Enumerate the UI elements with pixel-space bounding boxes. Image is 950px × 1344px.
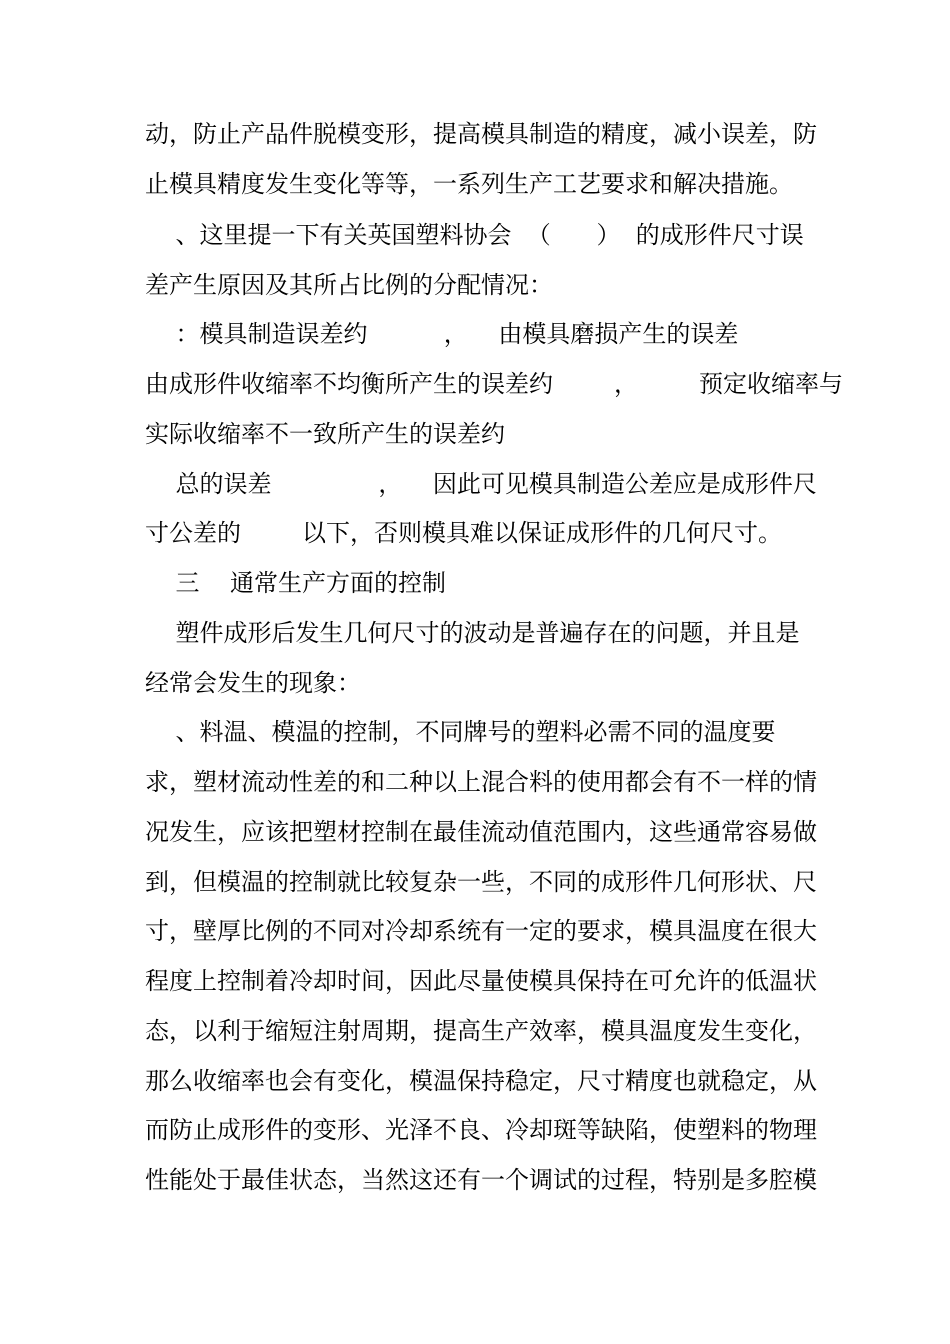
text-line: 经常会发生的现象： <box>145 669 361 697</box>
text-line: 求，塑材流动性差的和二种以上混合料的使用都会有不一样的情 <box>145 768 817 796</box>
text-line: 、料温、模温的控制，不同牌号的塑料必需不同的温度要 <box>145 718 776 746</box>
text-line: 止模具精度发生变化等等，一系列生产工艺要求和解决措施。 <box>145 170 793 198</box>
text-line: 到，但模温的控制就比较复杂一些，不同的成形件几何形状、尺 <box>145 868 817 896</box>
text-line: 动，防止产品件脱模变形，提高模具制造的精度，减小误差，防 <box>145 120 817 148</box>
text-line: 实际收缩率不一致所产生的误差约 <box>145 420 505 448</box>
text-line: 性能处于最佳状态，当然这还有一个调试的过程，特别是多腔模 <box>145 1166 817 1194</box>
text-line: 而防止成形件的变形、光泽不良、冷却斑等缺陷，使塑料的物理 <box>145 1116 817 1144</box>
text-line: 程度上控制着冷却时间，因此尽量使模具保持在可允许的低温状 <box>145 967 817 995</box>
text-line: 由成形件收缩率不均衡所产生的误差约 ， 预定收缩率与 <box>145 370 844 398</box>
text-line: 态，以利于缩短注射周期，提高生产效率，模具温度发生变化， <box>145 1017 817 1045</box>
text-line: 、这里提一下有关英国塑料协会 （ ） 的成形件尺寸误 <box>145 221 804 249</box>
text-line: ：模具制造误差约 ， 由模具磨损产生的误差 <box>145 320 739 348</box>
text-line: 寸公差的 以下，否则模具难以保证成形件的几何尺寸。 <box>145 519 783 547</box>
text-line: 总的误差 ， 因此可见模具制造公差应是成形件尺 <box>145 470 817 498</box>
text-line: 塑件成形后发生几何尺寸的波动是普遍存在的问题，并且是 <box>145 619 800 647</box>
text-line: 寸，壁厚比例的不同对冷却系统有一定的要求，模具温度在很大 <box>145 917 817 945</box>
section-heading: 三 通常生产方面的控制 <box>145 569 447 597</box>
text-line: 那么收缩率也会有变化，模温保持稳定，尺寸精度也就稳定，从 <box>145 1067 817 1095</box>
text-line: 况发生，应该把塑材控制在最佳流动值范围内，这些通常容易做 <box>145 818 817 846</box>
text-line: 差产生原因及其所占比例的分配情况： <box>145 271 553 299</box>
